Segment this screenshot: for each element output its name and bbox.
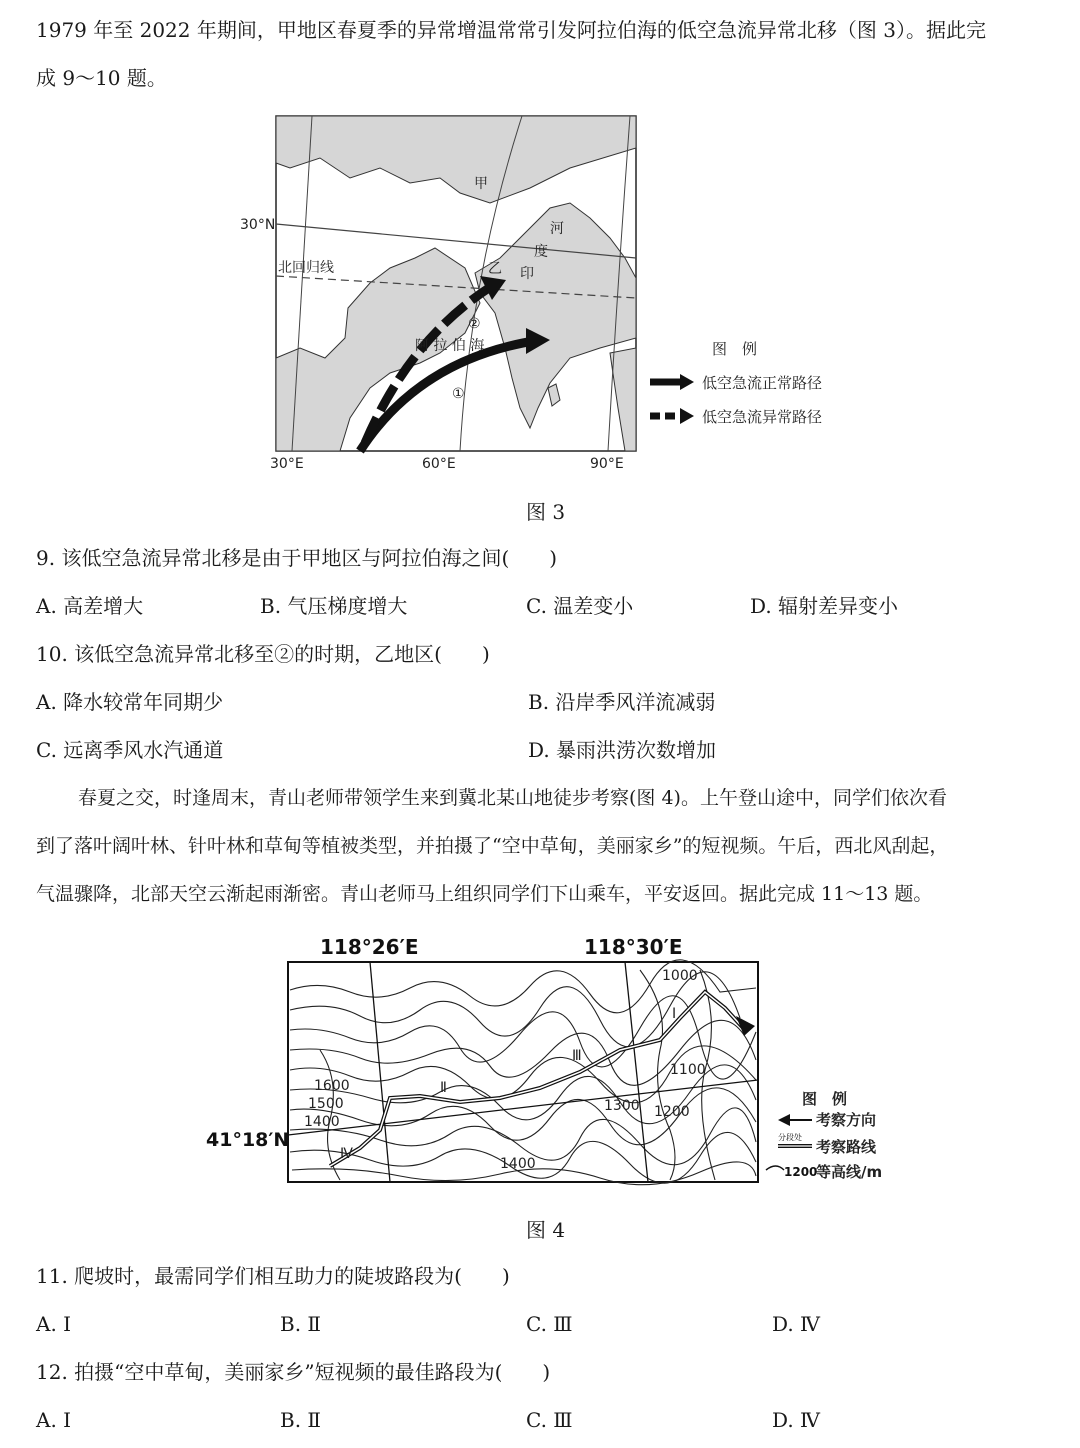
fig3-legend-abnormal: 低空急流异常路径 bbox=[702, 408, 823, 426]
contour-1400-center: 1400 bbox=[500, 1156, 536, 1172]
intro-2-line-2: 到了落叶阔叶林、针叶林和草甸等植被类型，并拍摄了“空中草甸，美丽家乡”的短视频。午后，西北风刮起， bbox=[36, 835, 949, 857]
contour-1600: 1600 bbox=[314, 1078, 350, 1094]
q12-stem: 12. 拍摄“空中草甸，美丽家乡”短视频的最佳路段为( ) bbox=[36, 1360, 551, 1384]
intro-2-line-1: 春夏之交，时逢周末，青山老师带领学生来到冀北某山地徒步考察(图 4)。上午登山途中，同学们依次看 bbox=[78, 787, 947, 809]
q12-option-a: A. Ⅰ bbox=[36, 1408, 72, 1432]
segment-i: Ⅰ bbox=[672, 1006, 677, 1022]
tropic-label: 北回归线 bbox=[278, 260, 334, 276]
q10-option-d: D. 暴雨洪涝次数增加 bbox=[528, 738, 717, 762]
lon-90e-label: 90°E bbox=[590, 456, 624, 472]
marker-1: ① bbox=[452, 386, 465, 402]
q10-option-a: A. 降水较常年同期少 bbox=[36, 690, 224, 714]
q9-option-c: C. 温差变小 bbox=[526, 594, 634, 618]
label-yin: 印 bbox=[520, 266, 534, 282]
lon-118-30-label: 118°30′E bbox=[584, 935, 683, 959]
segment-iv: Ⅳ bbox=[340, 1146, 353, 1162]
q11-option-d: D. Ⅳ bbox=[772, 1312, 821, 1336]
lat-30n-label: 30°N bbox=[240, 217, 276, 233]
q12-option-b: B. Ⅱ bbox=[280, 1408, 322, 1432]
contour-1400-west: 1400 bbox=[304, 1114, 340, 1130]
fig4-legend-route-tag: 分段处 bbox=[778, 1133, 802, 1142]
figure-4-contour-map bbox=[200, 930, 900, 1195]
segment-iii: Ⅲ bbox=[572, 1048, 582, 1064]
q11-option-b: B. Ⅱ bbox=[280, 1312, 322, 1336]
lon-118-26-label: 118°26′E bbox=[320, 935, 419, 959]
figure-3-map bbox=[230, 108, 850, 478]
intro-1-line-1: 1979 年至 2022 年期间，甲地区春夏季的异常增温常常引发阿拉伯海的低空急流异常北移（图 3）。据此完 bbox=[36, 18, 986, 42]
lon-30e-label: 30°E bbox=[270, 456, 304, 472]
label-yi: 乙 bbox=[488, 261, 502, 277]
q9-option-b: B. 气压梯度增大 bbox=[260, 594, 408, 618]
fig4-legend-contour: 等高线/m bbox=[816, 1163, 883, 1181]
contour-1000: 1000 bbox=[662, 968, 698, 984]
contour-1100: 1100 bbox=[670, 1062, 706, 1078]
lon-60e-label: 60°E bbox=[422, 456, 456, 472]
marker-2: ② bbox=[468, 316, 481, 332]
q9-option-a: A. 高差增大 bbox=[36, 594, 144, 618]
label-du: 度 bbox=[534, 244, 548, 260]
intro-2-line-3: 气温骤降，北部天空云渐起雨渐密。青山老师马上组织同学们下山乘车，平安返回。据此完成 11～13 题。 bbox=[36, 883, 933, 905]
contour-1300: 1300 bbox=[604, 1098, 640, 1114]
q12-option-c: C. Ⅲ bbox=[526, 1408, 573, 1432]
lat-41-18-label: 41°18′N bbox=[206, 1129, 290, 1151]
label-arabian-sea: 阿 拉 伯 海 bbox=[415, 338, 485, 354]
fig4-legend-route: 考察路线 bbox=[816, 1138, 877, 1156]
q11-option-c: C. Ⅲ bbox=[526, 1312, 573, 1336]
q11-option-a: A. Ⅰ bbox=[36, 1312, 72, 1336]
figure-3-caption: 图 3 bbox=[526, 500, 566, 524]
fig4-legend-direction: 考察方向 bbox=[816, 1111, 877, 1129]
fig3-legend-title: 图 例 bbox=[712, 340, 758, 358]
intro-1-line-2: 成 9～10 题。 bbox=[36, 66, 167, 90]
label-jia: 甲 bbox=[474, 176, 488, 192]
q12-option-d: D. Ⅳ bbox=[772, 1408, 821, 1432]
figure-4-caption: 图 4 bbox=[526, 1218, 566, 1242]
contour-1200: 1200 bbox=[654, 1104, 690, 1120]
q10-stem: 10. 该低空急流异常北移至②的时期，乙地区( ) bbox=[36, 642, 490, 666]
segment-ii: Ⅱ bbox=[440, 1080, 447, 1096]
q10-option-b: B. 沿岸季风洋流减弱 bbox=[528, 690, 716, 714]
q11-stem: 11. 爬坡时，最需同学们相互助力的陡坡路段为( ) bbox=[36, 1264, 510, 1288]
fig4-legend-title: 图 例 bbox=[802, 1090, 848, 1108]
q9-option-d: D. 辐射差异变小 bbox=[750, 594, 899, 618]
contour-1500: 1500 bbox=[308, 1096, 344, 1112]
q10-option-c: C. 远离季风水汽通道 bbox=[36, 738, 224, 762]
fig4-legend-contour-tag: 1200 bbox=[784, 1165, 818, 1179]
label-he: 河 bbox=[550, 221, 564, 237]
q9-stem: 9. 该低空急流异常北移是由于甲地区与阿拉伯海之间( ) bbox=[36, 546, 558, 570]
fig3-legend-normal: 低空急流正常路径 bbox=[702, 374, 823, 392]
